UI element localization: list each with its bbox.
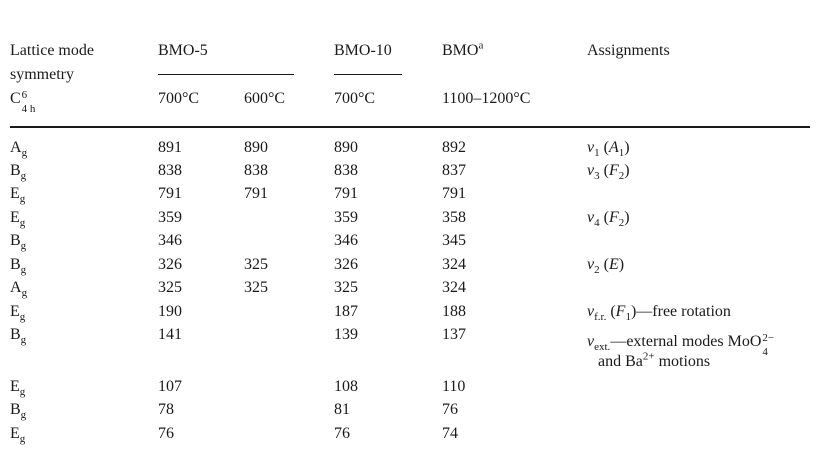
header-bmo10-rule [334,74,402,75]
header-bmo5-rule [158,74,294,75]
row-assignment: $\nu_{f.r.}$ $(F_1)—free$ rotation [587,303,731,324]
row-value-v1: 107 [158,378,182,395]
row-value-v3: 791 [334,185,358,202]
row-value-v3: 81 [334,401,350,418]
row-value-v4: 76 [442,401,458,418]
row-mode: $B_g$ [10,256,27,277]
row-mode: $E_g$ [10,425,26,446]
row-value-v1: 791 [158,185,182,202]
row-value-v3: 325 [334,279,358,296]
row-value-v2: 838 [244,162,268,179]
header-symmetry: symmetry [10,66,74,83]
row-value-v4: 791 [442,185,466,202]
header-rule [10,126,810,128]
row-mode: $B_g$ [10,162,27,183]
row-value-v2: 890 [244,139,268,156]
row-value-v1: 891 [158,139,182,156]
row-value-v4: 137 [442,326,466,343]
row-value-v4: 892 [442,139,466,156]
assignment-external-modes-line2: and $Ba^{2+}$ motions [598,350,711,370]
header-assignments: Assignments [587,42,670,59]
row-value-v2: 791 [244,185,268,202]
header-bmo5-600: 600°C [244,90,286,107]
header-bmo5-700: 700°C [158,90,200,107]
row-value-v3: 187 [334,303,358,320]
row-mode: $B_g$ [10,401,27,422]
row-value-v1: 326 [158,256,182,273]
row-value-v4: 324 [442,279,466,296]
row-value-v4: 345 [442,232,466,249]
row-value-v1: 190 [158,303,182,320]
header-bmo10: BMO-10 [334,42,392,59]
row-mode: $B_g$ [10,326,27,347]
row-value-v4: 358 [442,209,466,226]
row-value-v1: 78 [158,401,174,418]
row-assignment: $\nu_4$ $(F_2)$ [587,209,630,230]
row-mode: $B_g$ [10,232,27,253]
row-value-v2: 325 [244,256,268,273]
row-value-v3: 346 [334,232,358,249]
row-assignment: $\nu_2$ (E) [587,256,625,277]
row-value-v3: 108 [334,378,358,395]
header-lattice-mode: Lattice mode [10,42,94,59]
row-value-v3: 326 [334,256,358,273]
header-bmo10-700: 700°C [334,90,376,107]
header-point-group: C 6 4 h [10,89,36,115]
row-value-v4: 110 [442,378,466,395]
header-bmo5: BMO-5 [158,42,208,59]
row-value-v3: 139 [334,326,358,343]
row-assignment: $\nu_1$ $(A_1)$ [587,139,630,160]
row-value-v1: 141 [158,326,182,343]
row-assignment: $\nu_3$ $(F_2)$ [587,162,630,183]
assignment-external-modes: $\nu_{ext.}—external$ modes MoO 2− 4 [587,332,775,358]
row-value-v1: 838 [158,162,182,179]
row-value-v1: 76 [158,425,174,442]
row-value-v3: 76 [334,425,350,442]
row-value-v2: 325 [244,279,268,296]
header-bmo-ref-temp: 1100–1200°C [442,90,531,107]
row-value-v1: 346 [158,232,182,249]
row-mode: $A_g$ [10,279,28,300]
row-value-v4: 837 [442,162,466,179]
row-value-v3: 890 [334,139,358,156]
row-value-v1: 359 [158,209,182,226]
row-mode: $E_g$ [10,209,26,230]
row-value-v3: 838 [334,162,358,179]
row-mode: $E_g$ [10,378,26,399]
row-mode: $A_g$ [10,139,28,160]
row-mode: $E_g$ [10,303,26,324]
row-value-v4: 74 [442,425,458,442]
row-value-v4: 324 [442,256,466,273]
row-value-v3: 359 [334,209,358,226]
row-mode: $E_g$ [10,185,26,206]
row-value-v1: 325 [158,279,182,296]
row-value-v4: 188 [442,303,466,320]
header-bmo-ref: BMO$^a$ [442,39,484,59]
